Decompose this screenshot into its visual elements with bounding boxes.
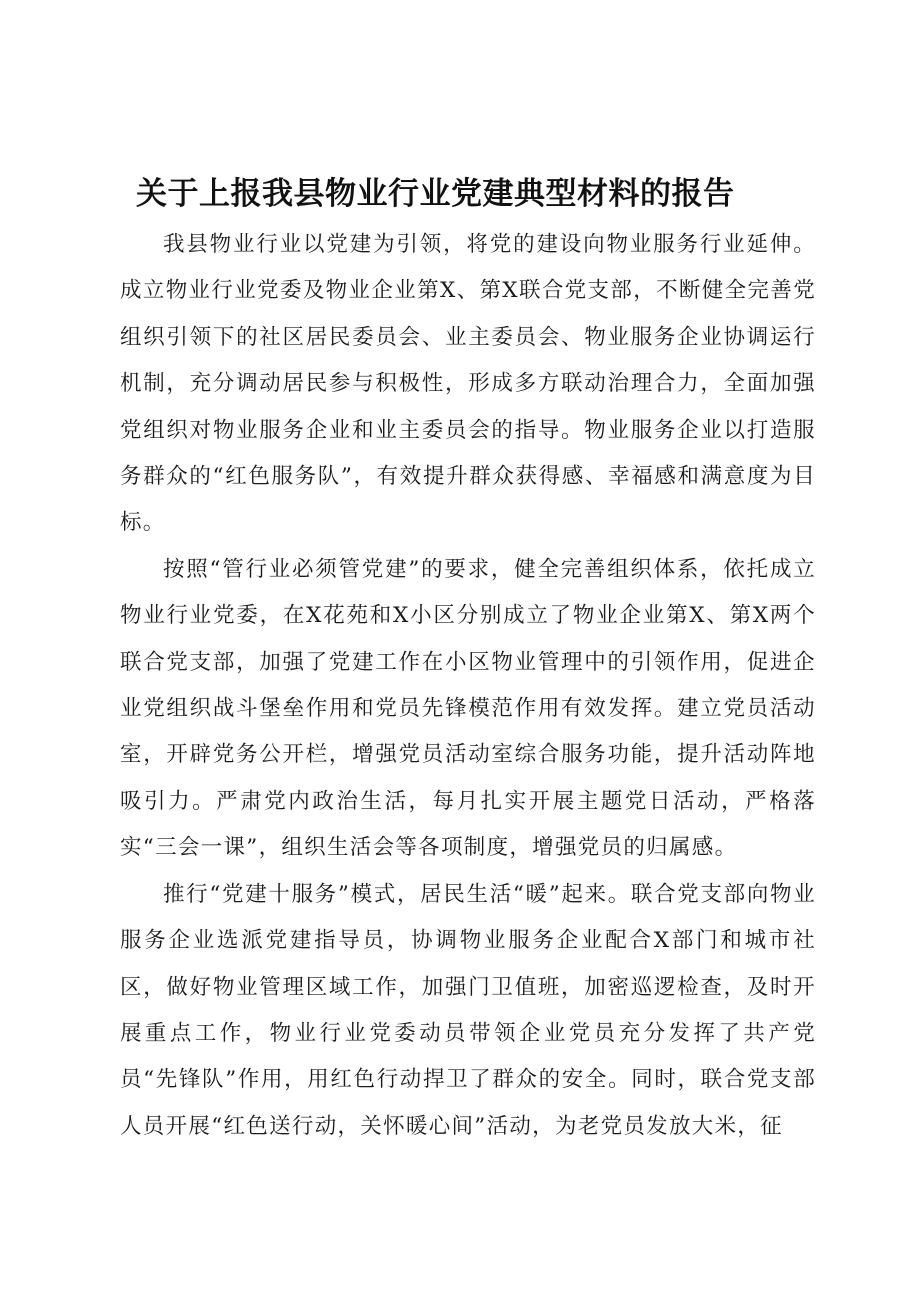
document-title: 关于上报我县物业行业党建典型材料的报告 <box>136 176 735 212</box>
document-body <box>120 222 816 1150</box>
paragraph-1: 我县物业行业以党建为引领，将党的建设向物业服务行业延伸。成立物业行业党委及物业企业第X、第X联合党支部，不断健全完善党组织引领下的社区居民委员会、业主委员会、物业服务企业协调运行机制，充分调动居民参与积极性，形成多方联动治理合力，全面加强党组织对物业服务企业和业主委员会的指导。物业服务企业以打造服务群众的“红色服务队”，有效提升群众获得感、幸福感和满意度为目标。 <box>120 232 816 536</box>
paragraph-3: 推行“党建十服务”模式，居民生活“暖”起来。联合党支部向物业服务企业选派党建指导员，协调物业服务企业配合X部门和城市社区，做好物业管理区域工作，加强门卫值班，加密巡逻检查，及时开展重点工作，物业行业党委动员带领企业党员充分发挥了共产党员“先锋队”作用，用红色行动捍卫了群众的安全。同时，联合党支部人员开展“红色送行动，关怀暖心间”活动，为老党员发放大米，征 <box>120 881 816 1139</box>
paragraph-2: 按照“管行业必须管党建”的要求，健全完善组织体系，依托成立物业行业党委，在X花苑和X小区分别成立了物业企业第X、第X两个联合党支部，加强了党建工作在小区物业管理中的引领作用，促进企业党组织战斗堡垒作用和党员先锋模范作用有效发挥。建立党员活动室，开辟党务公开栏，增强党员活动室综合服务功能，提升活动阵地吸引力。严肃党内政治生活，每月扎实开展主题党日活动，严格落实“三会一课”，组织生活会等各项制度，增强党员的归属感。 <box>120 556 816 861</box>
